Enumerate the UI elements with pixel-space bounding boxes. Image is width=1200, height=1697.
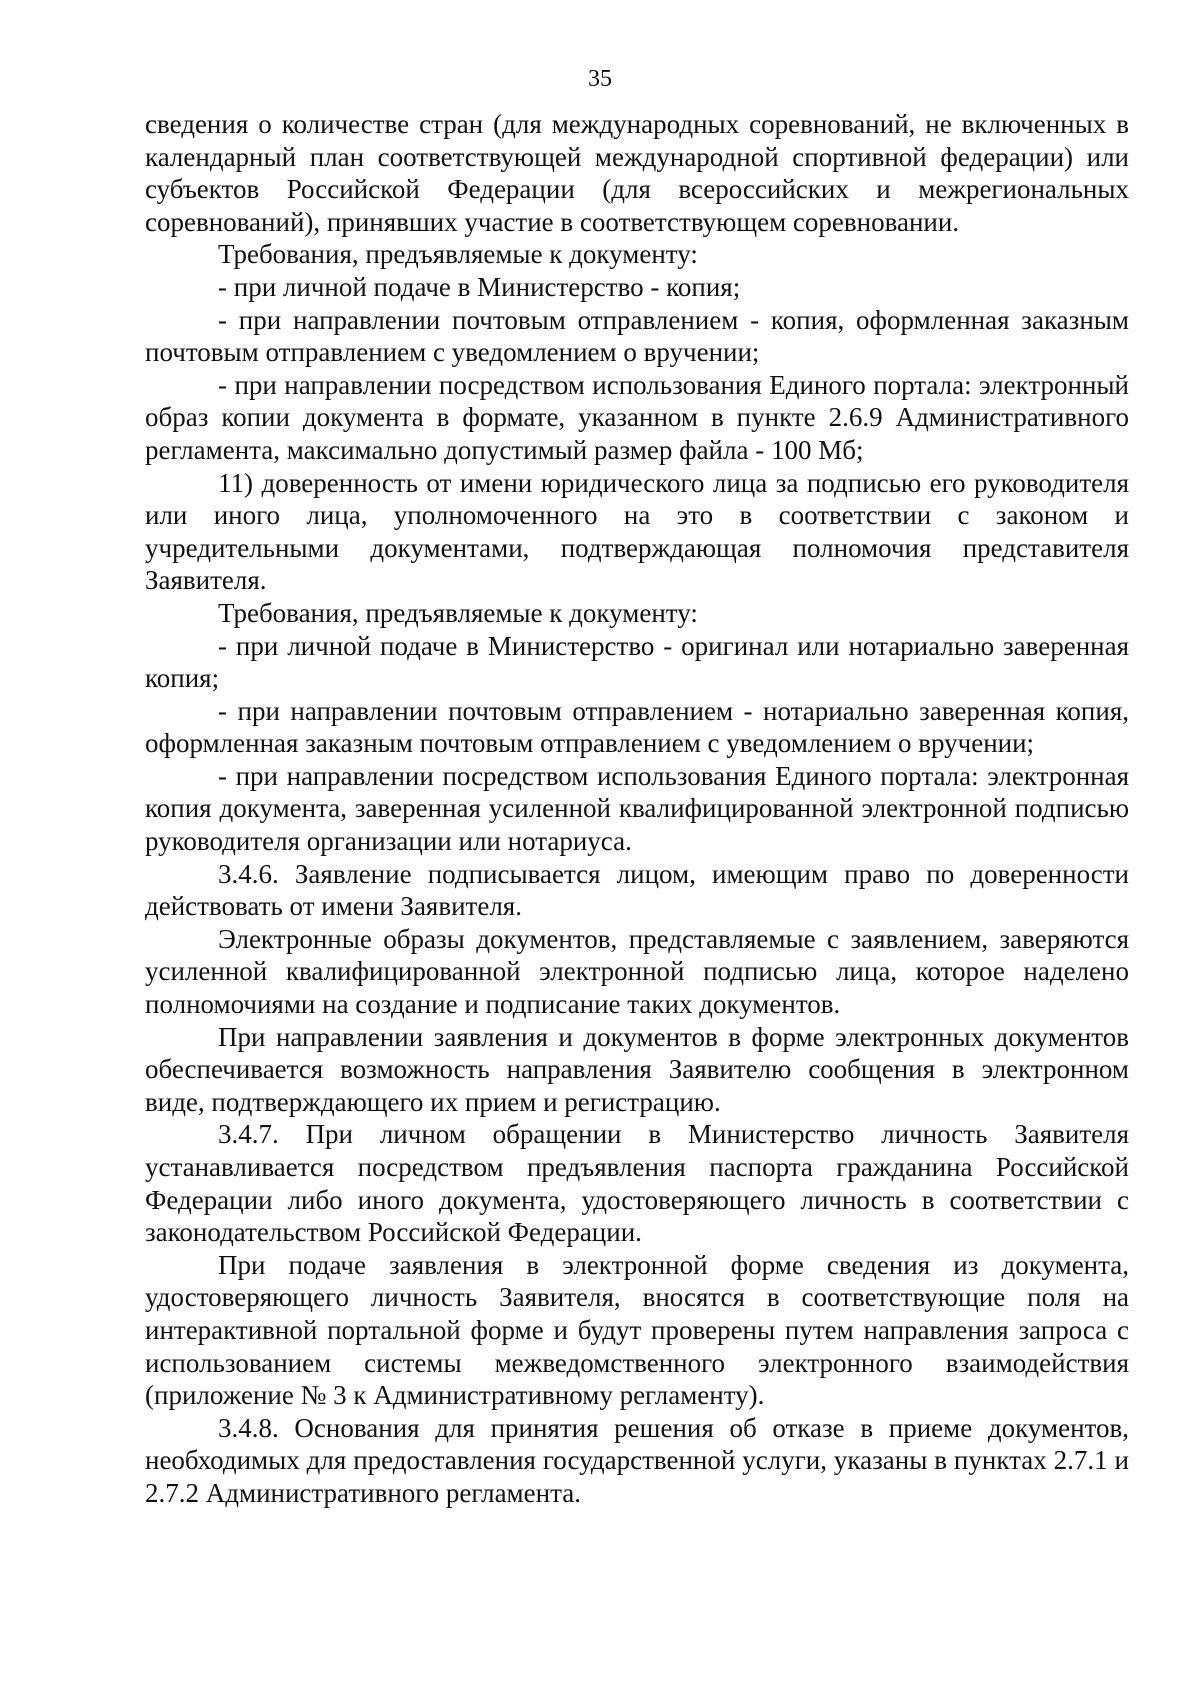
paragraph-electronic-submission: При направлении заявления и документов в форме электронных документов обеспечивается возможность направления Заявителю сообщения в электронном виде, подтверждающего их прием и регистрацию.	[145, 1021, 1129, 1117]
paragraph-requirement-portal: - при направлении посредством использования Единого портала: электронный образ копии документа в формате, указанном в пункте 2.6.9 Административного регламента, максимально допустимый размер файла - 100 Мб;	[145, 369, 1129, 465]
paragraph-requirements-heading: Требования, предъявляемые к документу:	[218, 239, 698, 270]
document-body	[145, 108, 1129, 1510]
paragraph-requirement-postal: - при направлении почтовым отправлением - копия, оформленная заказным почтовым отправлением с уведомлением о вручении;	[145, 304, 1129, 368]
page-number: 35	[588, 66, 612, 92]
paragraph-item-11-power-of-attorney: 11) доверенность от имени юридического лица за подписью его руководителя или иного лица, уполномоченного на это в соответствии с законом и учредительными документами, подтверждающая полномочия представителя Заявителя.	[145, 467, 1129, 596]
paragraph-requirement-personal: - при личной подаче в Министерство - оригинал или нотариально заверенная копия;	[145, 630, 1129, 694]
paragraph-electronic-images: Электронные образы документов, представляемые с заявлением, заверяются усиленной квалифицированной электронной подписью лица, которое наделено полномочиями на создание и подписание таких документов.	[145, 923, 1129, 1020]
paragraph-continuation: сведения о количестве стран (для международных соревнований, не включенных в календарный план соответствующей международной спортивной федерации) или субъектов Российской Федерации (для всероссийских и межрегиональных соревнований), принявших участие в соответствующем соревновании.	[145, 109, 1129, 237]
paragraph-section-3-4-6: 3.4.6. Заявление подписывается лицом, имеющим право по доверенности действовать от имени Заявителя.	[145, 858, 1129, 922]
paragraph-section-3-4-7: 3.4.7. При личном обращении в Министерство личность Заявителя устанавливается посредством предъявления паспорта гражданина Российской Федерации либо иного документа, удостоверяющего личность в соответствии с законодательством Российской Федерации.	[145, 1119, 1129, 1248]
paragraph-section-3-4-8: 3.4.8. Основания для принятия решения об отказе в приеме документов, необходимых для предоставления государственной услуги, указаны в пунктах 2.7.1 и 2.7.2 Административного регламента.	[145, 1412, 1129, 1508]
paragraph-requirement-personal: - при личной подаче в Министерство - копия;	[218, 271, 741, 302]
paragraph-requirement-postal: - при направлении почтовым отправлением - нотариально заверенная копия, оформленная заказным почтовым отправлением с уведомлением о вручении;	[145, 695, 1129, 759]
paragraph-requirement-portal: - при направлении посредством использования Единого портала: электронная копия документа, заверенная усиленной квалифицированной электронной подписью руководителя организации или нотариуса.	[145, 760, 1129, 857]
paragraph-electronic-form: При подаче заявления в электронной форме сведения из документа, удостоверяющего личность Заявителя, вносятся в соответствующие поля на интерактивной портальной форме и будут проверены путем направления запроса с использованием системы межведомственного электронного взаимодействия (приложение № 3 к Административному регламенту).	[145, 1249, 1129, 1411]
paragraph-requirements-heading: Требования, предъявляемые к документу:	[218, 597, 698, 628]
